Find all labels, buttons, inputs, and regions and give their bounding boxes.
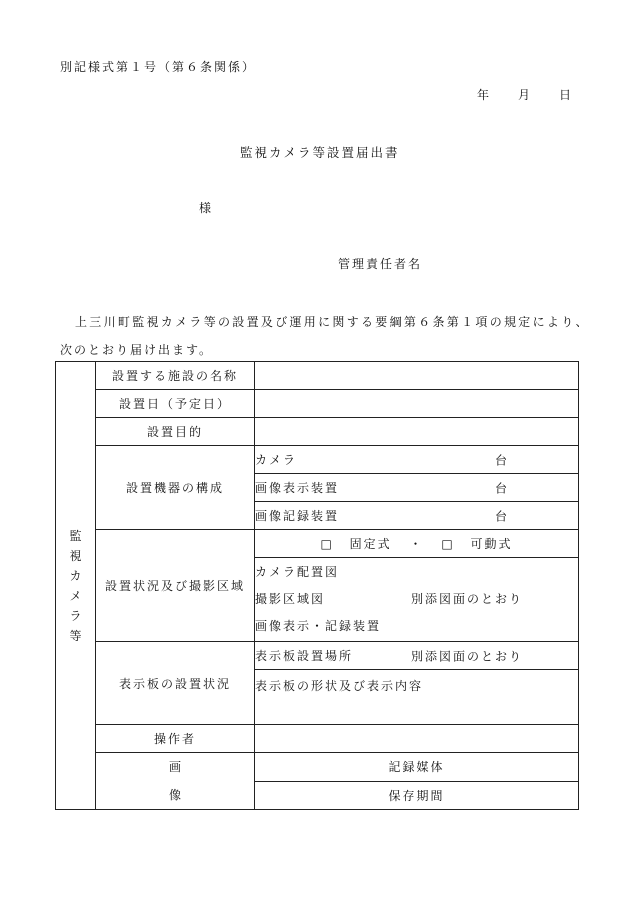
- facility-name-field[interactable]: [255, 362, 579, 390]
- side-char: カ: [69, 568, 82, 583]
- equipment-recorder-name: 画像記録装置: [255, 509, 340, 523]
- status-label: 設置状況及び撮影区域: [96, 530, 255, 642]
- signboard-location-field[interactable]: [255, 642, 579, 670]
- date-day-label: 日: [559, 88, 574, 102]
- fixed-option-label: 固定式: [349, 537, 392, 551]
- signboard-location-note: 別添図面のとおり: [411, 649, 524, 663]
- equipment-camera-field[interactable]: [255, 446, 579, 474]
- equipment-display-unit: 台: [495, 481, 510, 495]
- movable-checkbox[interactable]: □: [441, 537, 455, 551]
- document-title: 監視カメラ等設置届出書: [240, 145, 400, 160]
- fixed-checkbox[interactable]: □: [320, 537, 334, 551]
- install-date-field[interactable]: [255, 390, 579, 418]
- media-label: 記録媒体: [255, 753, 579, 782]
- shooting-area-text: 撮影区域図: [255, 592, 326, 606]
- date-year-label: 年: [477, 88, 492, 102]
- movable-option-label: 可動式: [470, 537, 513, 551]
- side-char: 視: [69, 548, 82, 563]
- addressee-suffix: 様: [199, 201, 214, 215]
- operator-field[interactable]: [255, 725, 579, 753]
- shooting-area-line: [255, 586, 578, 613]
- form-reference: 別記様式第１号（第６条関係）: [60, 60, 257, 74]
- attached-drawing-note: 別添図面のとおり: [411, 592, 524, 606]
- statement-line-1: 上三川町監視カメラ等の設置及び運用に関する要綱第６条第１項の規定により、: [75, 315, 590, 329]
- side-char: 画: [168, 760, 181, 774]
- signboard-location-text: 表示板設置場所: [255, 649, 354, 663]
- side-char: 像: [168, 788, 181, 802]
- equipment-camera-name: カメラ: [255, 453, 298, 467]
- retention-label: 保存期間: [255, 781, 579, 810]
- camera-layout-line: カメラ配置図: [255, 565, 340, 579]
- signboard-label: 表示板の設置状況: [96, 642, 255, 725]
- side-char: 等: [69, 628, 82, 643]
- install-date-label: 設置日（予定日）: [96, 390, 255, 418]
- signboard-content-field[interactable]: [255, 670, 579, 725]
- equipment-display-name: 画像表示装置: [255, 481, 340, 495]
- date-month-label: 月: [518, 88, 533, 102]
- display-recorder-line: 画像表示・記録装置: [255, 619, 382, 633]
- purpose-label: 設置目的: [96, 418, 255, 446]
- equipment-recorder-unit: 台: [495, 509, 510, 523]
- statement-line-2: 次のとおり届け出ます。: [60, 343, 214, 357]
- equipment-display-field[interactable]: [255, 474, 579, 502]
- operator-label: 操作者: [96, 725, 255, 753]
- equipment-label: 設置機器の構成: [96, 446, 255, 530]
- signboard-content-text: 表示板の形状及び表示内容: [255, 679, 424, 693]
- facility-name-label: 設置する施設の名称: [96, 362, 255, 390]
- notification-form-table: [55, 361, 579, 810]
- camera-type-options: [255, 530, 579, 558]
- purpose-field[interactable]: [255, 418, 579, 446]
- status-details-field[interactable]: [255, 558, 579, 642]
- manager-name-label: 管理責任者名: [338, 257, 423, 271]
- option-separator: ・: [409, 537, 424, 551]
- side-char: 監: [69, 528, 82, 543]
- side-char: ラ: [69, 608, 82, 623]
- side-label-camera: [56, 362, 96, 810]
- side-label-image: [96, 753, 255, 810]
- equipment-camera-unit: 台: [495, 453, 510, 467]
- side-char: メ: [69, 588, 82, 603]
- equipment-recorder-field[interactable]: [255, 502, 579, 530]
